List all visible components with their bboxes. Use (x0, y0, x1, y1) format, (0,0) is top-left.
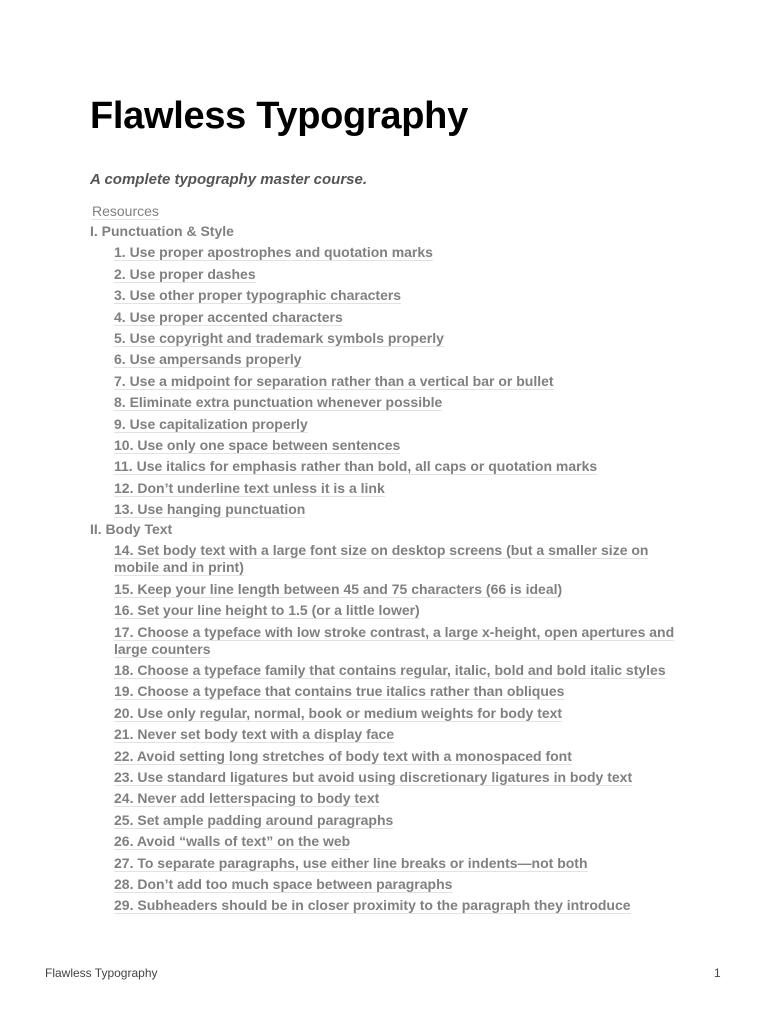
toc-item (114, 624, 680, 658)
toc-item-link[interactable]: 8. Eliminate extra punctuation whenever possible (114, 394, 443, 411)
toc-item (114, 287, 680, 304)
toc-item (114, 790, 680, 807)
toc-item-link[interactable]: 5. Use copyright and trademark symbols properly (114, 329, 444, 346)
toc-item (114, 855, 680, 872)
toc-item (114, 769, 680, 786)
document-subtitle: A complete typography master course. (90, 171, 368, 188)
toc-item-link[interactable]: 26. Avoid “walls of text” on the web (114, 833, 351, 850)
toc-item (114, 683, 680, 700)
toc-item-link[interactable]: 16. Set your line height to 1.5 (or a little lower) (114, 602, 420, 619)
toc-item-link[interactable]: 29. Subheaders should be in closer proximity to the paragraph they introduce (114, 897, 631, 914)
toc-item-link[interactable]: 2. Use proper dashes (114, 265, 256, 282)
toc-item (114, 602, 680, 619)
toc-item-link[interactable]: 24. Never add letterspacing to body text (114, 790, 380, 807)
toc-item-link[interactable]: 15. Keep your line length between 45 and 75 characters (66 is ideal) (114, 580, 563, 597)
footer-document-title: Flawless Typography (45, 966, 158, 980)
toc-item-link[interactable]: 21. Never set body text with a display face (114, 726, 395, 743)
toc-item-link[interactable]: 7. Use a midpoint for separation rather than a vertical bar or bullet (114, 372, 554, 389)
toc-item-link[interactable]: 10. Use only one space between sentences (114, 436, 401, 453)
toc-item-link[interactable]: 12. Don’t underline text unless it is a link (114, 479, 385, 496)
toc-section-2-items (90, 542, 680, 914)
toc-section-1-link[interactable]: I. Punctuation & Style (90, 223, 234, 239)
toc-item-link[interactable]: 11. Use italics for emphasis rather than bold, all caps or quotation marks (114, 458, 598, 475)
document-title: Flawless Typography (90, 95, 468, 137)
toc-section-heading (90, 521, 680, 538)
toc-item-link[interactable]: 4. Use proper accented characters (114, 308, 343, 325)
toc-item-link[interactable]: 14. Set body text with a large font size on desktop screens (but a smaller size on mobile and in print) (114, 542, 649, 576)
toc-item-link[interactable]: 18. Choose a typeface family that contains regular, italic, bold and bold italic styles (114, 662, 666, 679)
toc-section-1-items (90, 244, 680, 518)
toc-item (114, 542, 680, 576)
toc-item-link[interactable]: 25. Set ample padding around paragraphs (114, 811, 394, 828)
toc-item (114, 581, 680, 598)
toc-item-link[interactable]: 17. Choose a typeface with low stroke contrast, a large x-height, open apertures and large counters (114, 623, 675, 657)
toc-item (114, 437, 680, 454)
toc-item-link[interactable]: 3. Use other proper typographic characters (114, 287, 402, 304)
toc-item (114, 373, 680, 390)
toc-item (114, 416, 680, 433)
toc-item (114, 351, 680, 368)
toc-item (114, 748, 680, 765)
toc-item-link[interactable]: 23. Use standard ligatures but avoid using discretionary ligatures in body text (114, 768, 633, 785)
toc-item (114, 897, 680, 914)
toc-item (114, 705, 680, 722)
toc-item-link[interactable]: 28. Don’t add too much space between paragraphs (114, 875, 453, 892)
toc-item (114, 501, 680, 518)
toc-item-link[interactable]: 22. Avoid setting long stretches of body text with a monospaced font (114, 747, 572, 764)
toc-item (114, 394, 680, 411)
toc-item-link[interactable]: 20. Use only regular, normal, book or medium weights for body text (114, 704, 563, 721)
toc-resources (90, 202, 680, 220)
toc-item (114, 833, 680, 850)
toc-item (114, 876, 680, 893)
toc-item (114, 480, 680, 497)
table-of-contents (90, 200, 680, 914)
toc-item (114, 812, 680, 829)
toc-section-heading (90, 223, 680, 240)
toc-item-link[interactable]: 9. Use capitalization properly (114, 415, 308, 432)
toc-section-2-link[interactable]: II. Body Text (90, 521, 173, 538)
toc-item (114, 266, 680, 283)
toc-item-link[interactable]: 19. Choose a typeface that contains true italics rather than obliques (114, 683, 565, 700)
toc-resources-link[interactable]: Resources (92, 203, 159, 219)
toc-item-link[interactable]: 1. Use proper apostrophes and quotation marks (114, 244, 433, 261)
toc-item-link[interactable]: 13. Use hanging punctuation (114, 501, 306, 518)
toc-item (114, 309, 680, 326)
toc-item (114, 330, 680, 347)
toc-item (114, 726, 680, 743)
toc-item (114, 244, 680, 261)
toc-item (114, 458, 680, 475)
toc-item-link[interactable]: 6. Use ampersands properly (114, 351, 302, 368)
toc-item-link[interactable]: 27. To separate paragraphs, use either line breaks or indents—not both (114, 854, 588, 871)
toc-item (114, 662, 680, 679)
footer-page-number: 1 (714, 966, 721, 980)
